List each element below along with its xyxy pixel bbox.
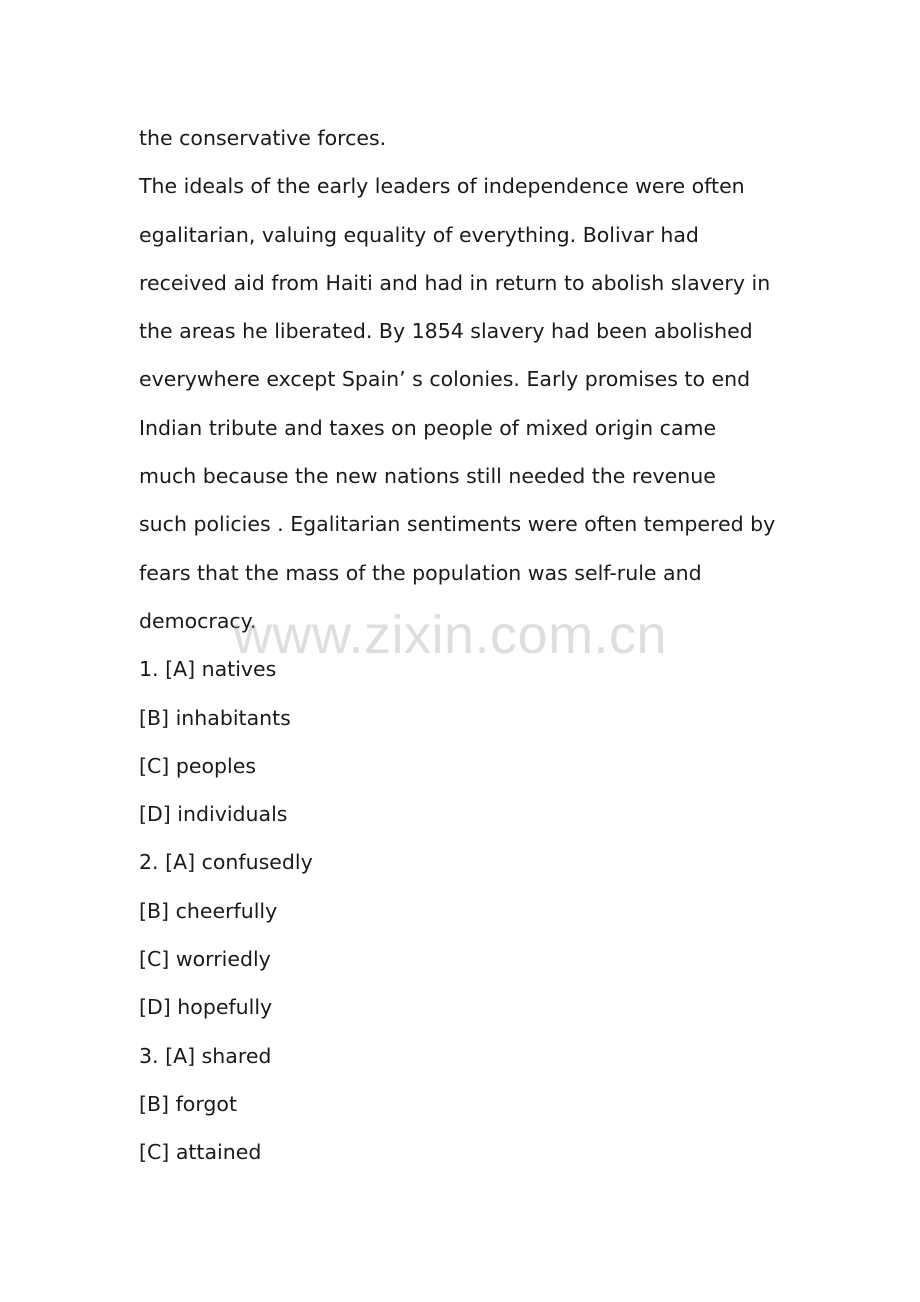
paragraph-line: fears that the mass of the population was self-rule and (139, 560, 702, 585)
question-option-d: [D] individuals (139, 802, 288, 827)
passage-paragraph (139, 114, 799, 645)
paragraph-line: much because the new nations still needed the revenue (139, 464, 716, 489)
question-option-c: [C] worriedly (139, 947, 271, 972)
paragraph-line: The ideals of the early leaders of independence were often (139, 174, 745, 199)
paragraph-line: such policies . Egalitarian sentiments were often tempered by (139, 512, 776, 537)
paragraph-line: democracy. (139, 608, 257, 633)
question-option-b: [B] cheerfully (139, 898, 278, 923)
paragraph-line: everywhere except Spain’ s colonies. Early promises to end (139, 367, 751, 392)
question-option-d: [D] hopefully (139, 995, 273, 1020)
question-3 (139, 1032, 799, 1177)
paragraph-line: the conservative forces. (139, 126, 387, 150)
question-2 (139, 838, 799, 1031)
question-option-b: [B] inhabitants (139, 705, 291, 730)
watermark: www.zixin.com.cn (233, 605, 668, 665)
question-1 (139, 645, 799, 838)
paragraph-line: egalitarian, valuing equality of everything. Bolivar had (139, 222, 699, 247)
question-option-a: 3. [A] shared (139, 1043, 272, 1068)
question-option-a: 1. [A] natives (139, 657, 277, 682)
paragraph-line: received aid from Haiti and had in return to abolish slavery in (139, 270, 771, 295)
question-option-b: [B] forgot (139, 1091, 237, 1116)
question-option-c: [C] attained (139, 1140, 262, 1165)
paragraph-line: the areas he liberated. By 1854 slavery had been abolished (139, 319, 753, 344)
question-option-a: 2. [A] confusedly (139, 850, 313, 875)
paragraph-line: Indian tribute and taxes on people of mixed origin came (139, 415, 717, 440)
question-option-c: [C] peoples (139, 753, 256, 778)
